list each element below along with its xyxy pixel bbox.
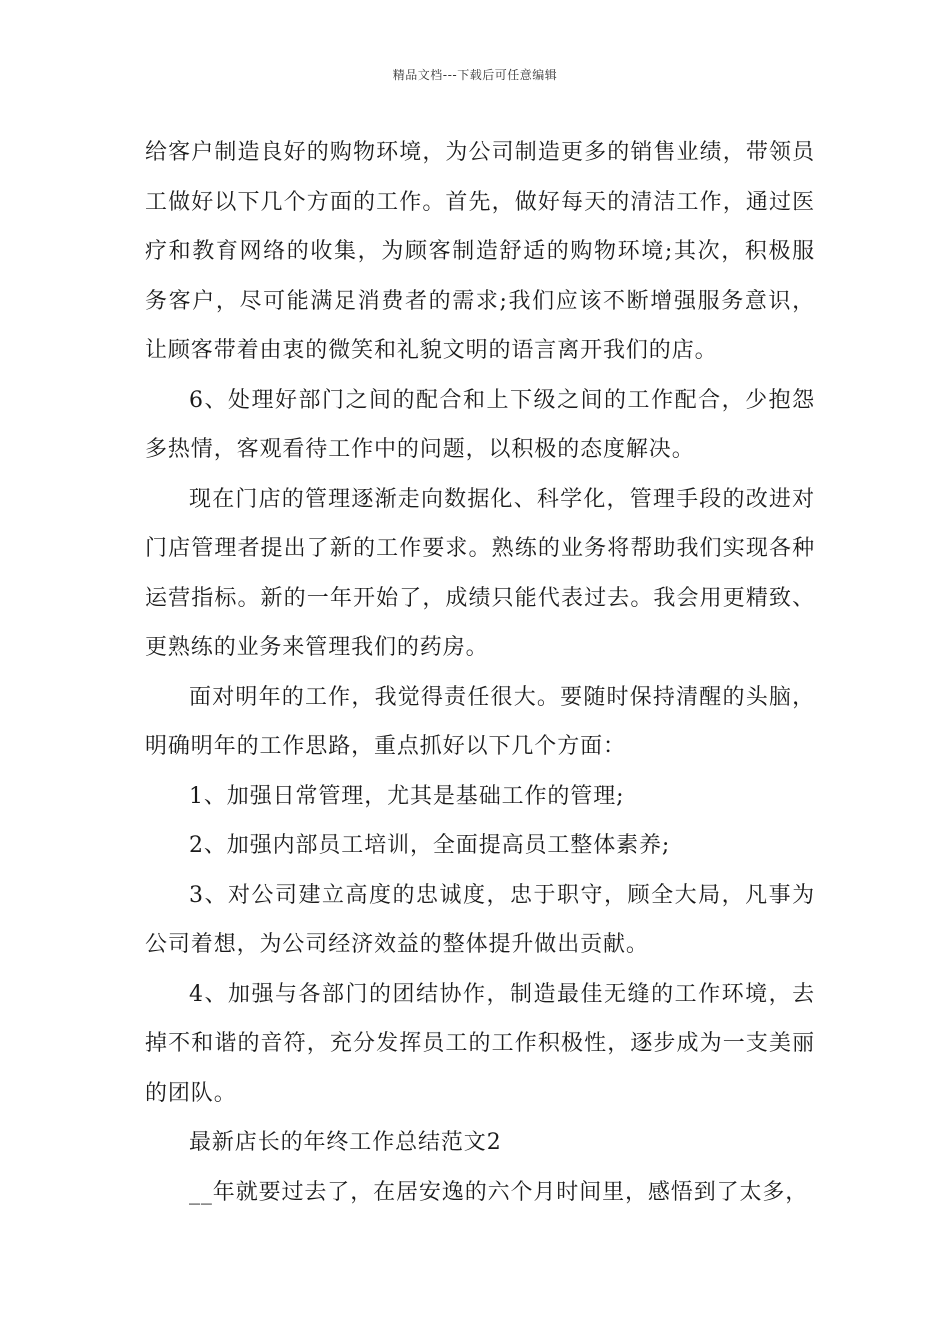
- list-item-4: 4、加强与各部门的团结协作，制造最佳无缝的工作环境，去掉不和谐的音符，充分发挥员工的工作积极性，逐步成为一支美丽的团队。: [145, 981, 815, 1106]
- document-body: [145, 128, 815, 1217]
- page-header-watermark: 精品文档---下载后可任意编辑: [392, 68, 558, 82]
- list-item-1: 1、加强日常管理，尤其是基础工作的管理;: [189, 783, 625, 809]
- paragraph-store-management: 现在门店的管理逐渐走向数据化、科学化，管理手段的改进对门店管理者提出了新的工作要求。熟练的业务将帮助我们实现各种运营指标。新的一年开始了，成绩只能代表过去。我会用更精致、更熟练的业务来管理我们的药房。: [145, 486, 815, 660]
- paragraph-year-end: __年就要过去了，在居安逸的六个月时间里，感悟到了太多，: [189, 1179, 809, 1205]
- paragraph-1: 给客户制造良好的购物环境，为公司制造更多的销售业绩，带领员工做好以下几个方面的工作。首先，做好每天的清洁工作，通过医疗和教育网络的收集，为顾客制造舒适的购物环境;其次，积极服务客户，尽可能满足消费者的需求;我们应该不断增强服务意识，让顾客带着由衷的微笑和礼貌文明的语言离开我们的店。: [145, 140, 815, 363]
- list-item-3: 3、对公司建立高度的忠诚度，忠于职守，顾全大局，凡事为公司着想，为公司经济效益的整体提升做出贡献。: [145, 882, 815, 957]
- section-heading: 最新店长的年终工作总结范文2: [189, 1130, 502, 1155]
- paragraph-next-year: 面对明年的工作，我觉得责任很大。要随时保持清醒的头脑，明确明年的工作思路，重点抓好以下几个方面：: [145, 684, 815, 759]
- paragraph-item-6: 6、处理好部门之间的配合和上下级之间的工作配合，少抱怨多热情，客观看待工作中的问题，以积极的态度解决。: [145, 387, 815, 462]
- list-item-2: 2、加强内部员工培训，全面提高员工整体素养;: [189, 833, 671, 858]
